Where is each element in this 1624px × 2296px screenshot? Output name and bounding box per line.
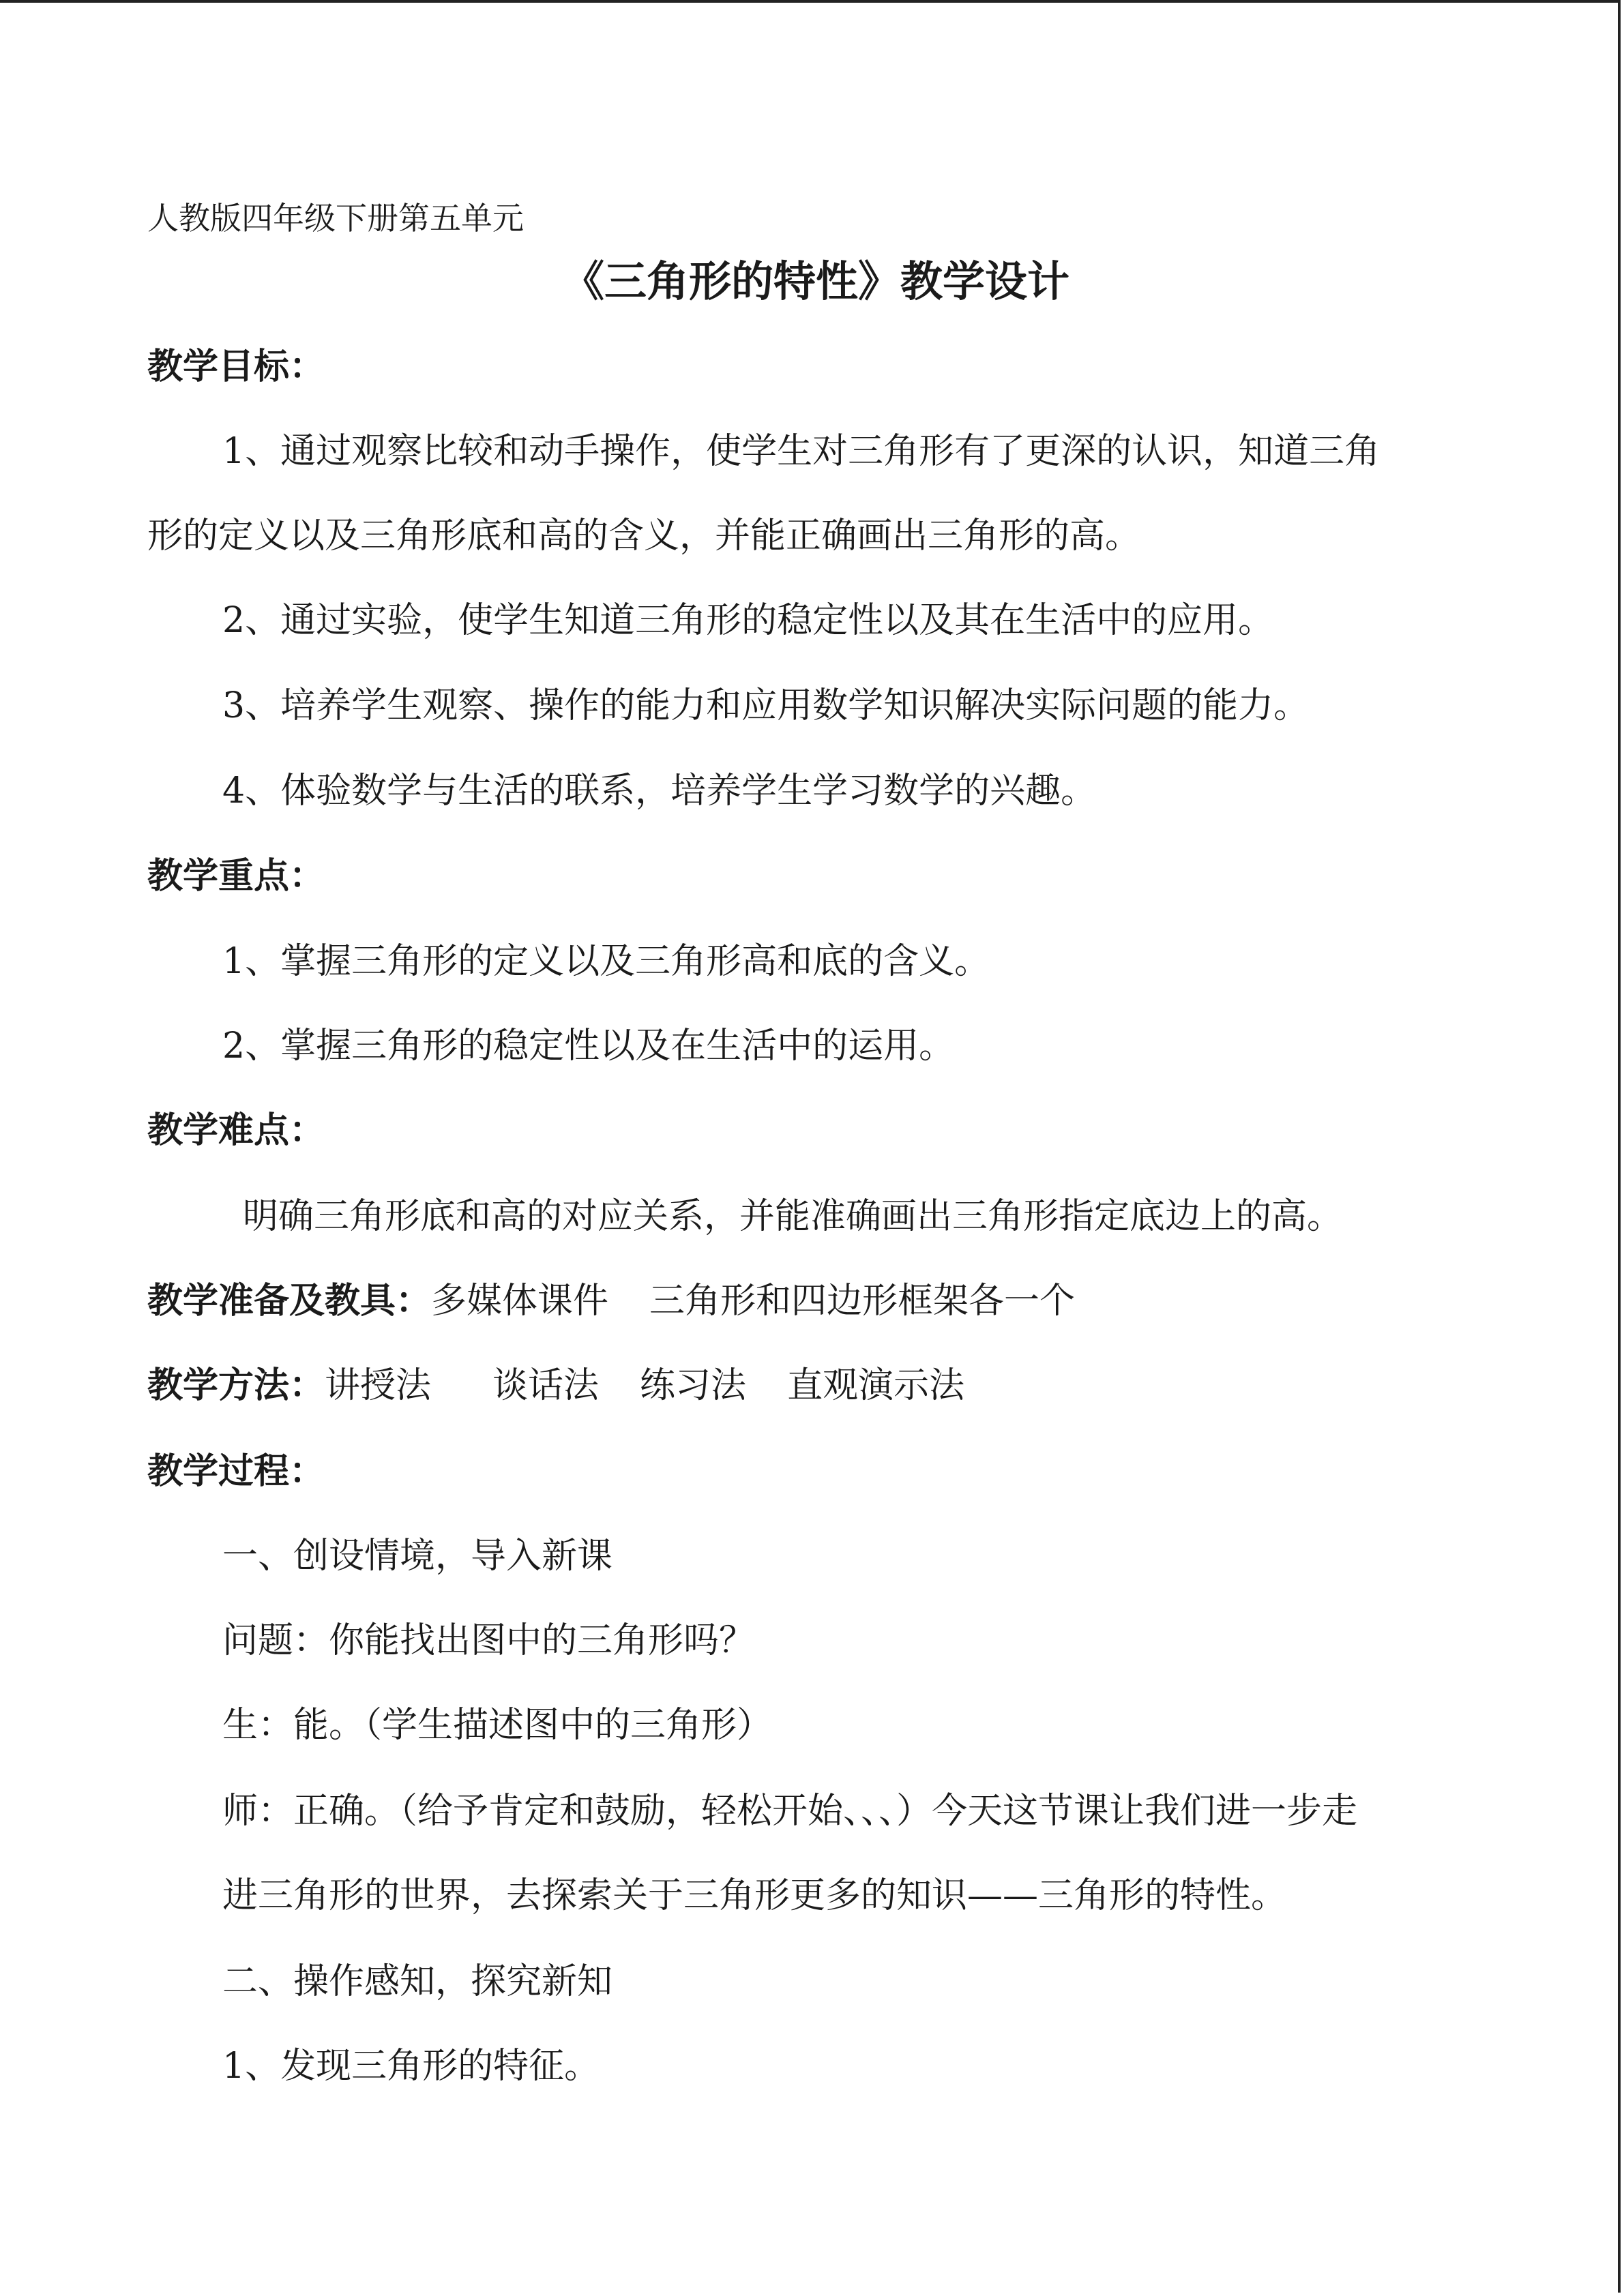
method-item-1: 讲授法: [325, 1365, 432, 1406]
objective-item-1-line-2: 形的定义以及三角形底和高的含义，并能正确画出三角形的高。: [147, 516, 1141, 556]
method-item-4: 直观演示法: [787, 1365, 965, 1406]
preparation-item-2: 三角形和四边形框架各一个: [649, 1281, 1076, 1322]
process-teacher-line-2: 进三角形的世界，去探索关于三角形更多的知识——三角形的特性。: [222, 1875, 1287, 1916]
process-step-1: 一、创设情境，导入新课: [222, 1536, 613, 1577]
preparation-row: [147, 1281, 1075, 1322]
objective-item-2: 2、通过实验，使学生知道三角形的稳定性以及其在生活中的应用。: [222, 600, 1274, 641]
process-heading: 教学过程：: [147, 1450, 325, 1492]
objective-item-3: 3、培养学生观察、操作的能力和应用数学知识解决实际问题的能力。: [222, 685, 1310, 726]
key-point-item-1: 1、掌握三角形的定义以及三角形高和底的含义。: [222, 941, 990, 982]
difficulties-text: 明确三角形底和高的对应关系，并能准确画出三角形指定底边上的高。: [243, 1196, 1343, 1237]
key-points-heading: 教学重点：: [147, 855, 325, 897]
process-question: 问题：你能找出图中的三角形吗？: [222, 1620, 755, 1661]
objective-item-4: 4、体验数学与生活的联系，培养学生学习数学的兴趣。: [222, 771, 1097, 811]
preparation-heading: 教学准备及教具：: [147, 1280, 432, 1322]
preparation-item-1: 多媒体课件: [431, 1281, 609, 1322]
document-subtitle: 人教版四年级下册第五单元: [147, 200, 524, 237]
process-step-2: 二、操作感知，探究新知: [222, 1961, 613, 2002]
process-teacher-line-1: 师：正确。（给予肯定和鼓励，轻松开始、、、）今天这节课让我们进一步走: [222, 1791, 1358, 1832]
objective-item-1-line-1: 1、通过观察比较和动手操作，使学生对三角形有了更深的认识，知道三角: [222, 431, 1381, 472]
difficulties-heading: 教学难点：: [147, 1109, 325, 1151]
process-student-answer: 生：能。（学生描述图中的三角形）: [222, 1705, 773, 1746]
objectives-heading: 教学目标：: [147, 346, 325, 387]
document-title: 《三角形的特性》教学设计: [561, 256, 1069, 306]
method-item-3: 练习法: [640, 1365, 747, 1406]
process-step-2-item-1: 1、发现三角形的特征。: [222, 2046, 600, 2087]
method-item-2: 谈话法: [492, 1365, 600, 1406]
key-point-item-2: 2、掌握三角形的稳定性以及在生活中的运用。: [222, 1026, 955, 1067]
methods-heading: 教学方法：: [147, 1365, 325, 1406]
methods-row: [147, 1365, 964, 1406]
